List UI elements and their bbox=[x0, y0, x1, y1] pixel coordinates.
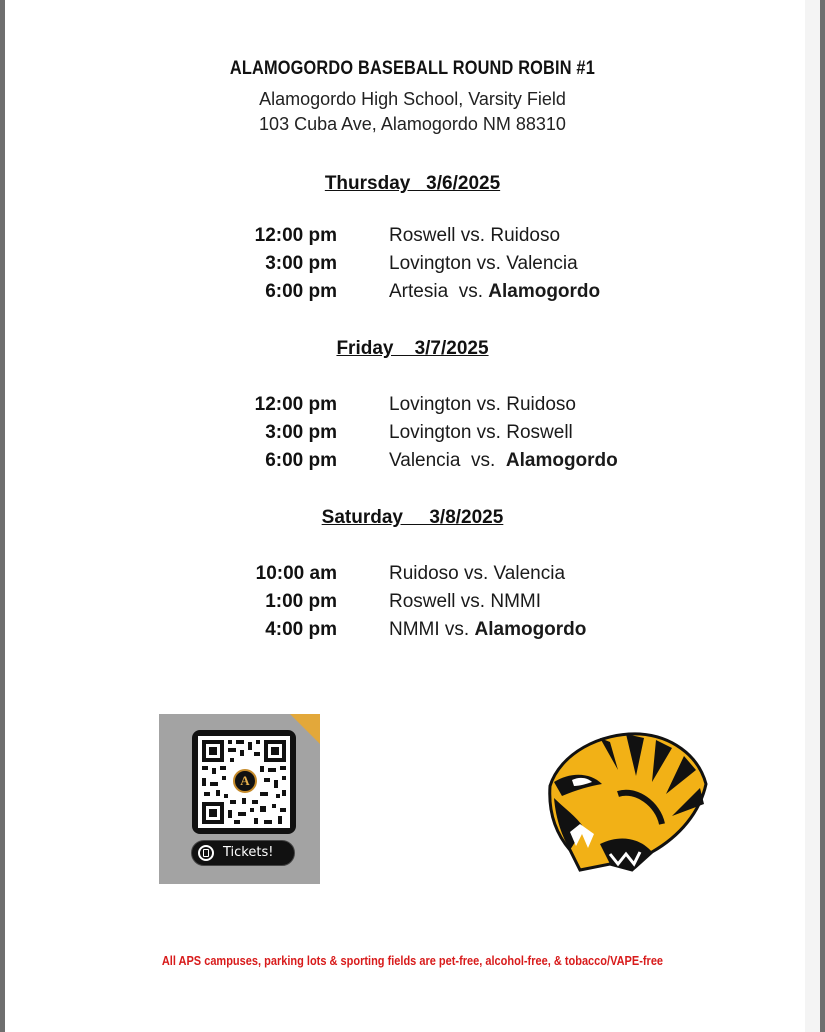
school-seal-icon: A bbox=[233, 769, 257, 793]
home-team: Alamogordo bbox=[474, 619, 587, 640]
game-row bbox=[0, 253, 825, 279]
game-row bbox=[0, 281, 825, 307]
game-matchup: Lovington vs. Valencia bbox=[389, 253, 578, 274]
home-team: Alamogordo bbox=[505, 450, 618, 471]
game-time: 10:00 am bbox=[255, 563, 337, 584]
game-time: 3:00 pm bbox=[265, 253, 337, 274]
game-row bbox=[0, 591, 825, 617]
game-row bbox=[0, 619, 825, 645]
game-time: 4:00 pm bbox=[265, 619, 337, 640]
day-heading: Thursday 3/6/2025 bbox=[324, 173, 501, 194]
game-row bbox=[0, 225, 825, 251]
day-heading: Saturday 3/8/2025 bbox=[321, 507, 504, 528]
tickets-qr-card[interactable] bbox=[159, 714, 320, 884]
policy-notice: All APS campuses, parking lots & sporting fields are pet-free, alcohol-free, & tobacco/VAPE-free bbox=[161, 954, 664, 968]
game-time: 6:00 pm bbox=[265, 450, 337, 471]
game-time: 12:00 pm bbox=[254, 394, 337, 415]
home-team: Alamogordo bbox=[488, 281, 601, 302]
game-time: 1:00 pm bbox=[265, 591, 337, 612]
game-row bbox=[0, 394, 825, 420]
event-title: ALAMOGORDO BASEBALL ROUND ROBIN #1 bbox=[229, 58, 595, 79]
phone-icon bbox=[198, 845, 214, 861]
tickets-button[interactable] bbox=[191, 840, 295, 866]
day-heading: Friday 3/7/2025 bbox=[336, 338, 489, 359]
game-matchup: Artesia vs. Alamogordo bbox=[389, 281, 601, 302]
game-matchup: Roswell vs. Ruidoso bbox=[389, 225, 561, 246]
game-time: 6:00 pm bbox=[265, 281, 337, 302]
game-matchup: Lovington vs. Ruidoso bbox=[389, 394, 576, 415]
game-matchup: Roswell vs. NMMI bbox=[389, 591, 542, 612]
game-row bbox=[0, 450, 825, 476]
game-row bbox=[0, 422, 825, 448]
venue-line: Alamogordo High School, Varsity Field bbox=[259, 89, 566, 109]
address-line: 103 Cuba Ave, Alamogordo NM 88310 bbox=[259, 114, 566, 134]
game-matchup: NMMI vs. Alamogordo bbox=[389, 619, 587, 640]
tiger-mascot-logo bbox=[540, 724, 710, 874]
tickets-label: Tickets! bbox=[223, 845, 274, 860]
qr-pattern bbox=[198, 736, 290, 828]
game-time: 3:00 pm bbox=[265, 422, 337, 443]
game-row bbox=[0, 563, 825, 589]
qr-code bbox=[192, 730, 296, 834]
game-matchup: Ruidoso vs. Valencia bbox=[389, 563, 566, 584]
game-time: 12:00 pm bbox=[254, 225, 337, 246]
game-matchup: Valencia vs. Alamogordo bbox=[389, 450, 618, 471]
game-matchup: Lovington vs. Roswell bbox=[389, 422, 573, 443]
